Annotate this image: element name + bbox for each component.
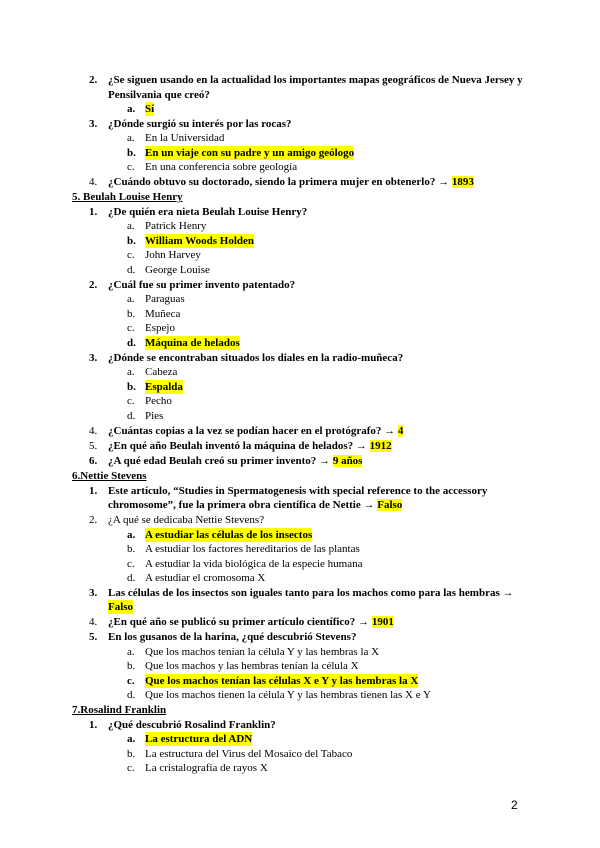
option-label: a.	[127, 733, 136, 745]
correct-answer: William Woods Holden	[145, 235, 255, 247]
page-number: 2	[511, 798, 518, 812]
question-number: 5.	[89, 631, 98, 643]
question-number: 3.	[89, 587, 98, 599]
question-number: 1.	[89, 206, 98, 218]
option-label: a.	[127, 220, 135, 232]
option-label: c.	[127, 395, 135, 407]
question-number: 3.	[89, 118, 98, 130]
correct-answer: En un viaje con su padre y un amigo geólogo	[145, 147, 355, 159]
question-text-body: ¿Cuándo obtuvo su doctorado, siendo la primera mujer en obtenerlo? →	[108, 176, 450, 188]
correct-answer: Espalda	[145, 381, 183, 393]
option-text: Cabeza	[145, 366, 178, 378]
option-label: a.	[127, 132, 135, 144]
option-text: Que los machos tienen la célula Y y las hembras tienen las X e Y	[145, 689, 431, 701]
option-text: La cristalografía de rayos X	[145, 762, 268, 774]
option-text: Que los machos tenían la célula Y y las hembras la X	[145, 646, 380, 658]
question-number: 2.	[89, 514, 98, 526]
option-label: c.	[127, 762, 135, 774]
option-label: d.	[127, 337, 136, 349]
option-label: b.	[127, 543, 136, 555]
question-text: ¿Dónde se encontraban situados los diales en la radio-muñeca?	[108, 352, 404, 364]
option-label: c.	[127, 675, 135, 687]
question-text: ¿De quién era nieta Beulah Louise Henry?	[108, 206, 308, 218]
section-title: 6.Nettie Stevens	[72, 470, 147, 482]
section-title: 5. Beulah Louise Henry	[72, 191, 183, 203]
option-text: La estructura del Virus del Mosaico del Tabaco	[145, 748, 353, 760]
option-text: Paraguas	[145, 293, 185, 305]
option-text: A estudiar el cromosoma X	[145, 572, 266, 584]
option-text: Espejo	[145, 322, 175, 334]
correct-answer: Falso	[377, 499, 403, 511]
correct-answer: Máquina de helados	[145, 337, 240, 349]
option-text: A estudiar la vida biológica de la especie humana	[145, 558, 363, 570]
correct-answer: Sí	[145, 103, 155, 115]
question-text: ¿Cuál fue su primer invento patentado?	[108, 279, 296, 291]
correct-answer: A estudiar las células de los insectos	[145, 529, 313, 541]
question-number: 4.	[89, 425, 98, 437]
question-text: ¿En qué año Beulah inventó la máquina de helados? →	[108, 440, 367, 452]
option-text: Que los machos y las hembras tenían la célula X	[145, 660, 359, 672]
option-label: d.	[127, 410, 136, 422]
question-text: En los gusanos de la harina, ¿qué descubrió Stevens?	[108, 631, 357, 643]
question-text: ¿Se siguen usando en la actualidad los importantes mapas geográficos de Nueva Jersey y	[108, 74, 523, 86]
option-label: c.	[127, 558, 135, 570]
option-text: Muñeca	[145, 308, 181, 320]
question-number: 4.	[89, 176, 98, 188]
option-label: d.	[127, 264, 136, 276]
option-label: a.	[127, 646, 135, 658]
question-number: 1.	[89, 485, 98, 497]
question-text	[108, 175, 474, 189]
option-label: a.	[127, 293, 135, 305]
option-label: d.	[127, 689, 136, 701]
option-label: b.	[127, 660, 136, 672]
option-label: c.	[127, 161, 135, 173]
question-number: 2.	[89, 74, 98, 86]
option-label: c.	[127, 322, 135, 334]
option-text: Pies	[145, 410, 164, 422]
question-number: 6.	[89, 455, 98, 467]
question-text: Pensilvania que creó?	[108, 89, 210, 101]
correct-answer: 4	[397, 425, 404, 437]
question-text: ¿En qué año se publicó su primer artículo científico? →	[108, 616, 370, 628]
correct-answer: 1912	[369, 440, 392, 452]
question-number: 3.	[89, 352, 98, 364]
question-text: Las células de los insectos son iguales tanto para los machos como para las hembras →	[108, 587, 514, 599]
question-number: 2.	[89, 279, 98, 291]
question-text: ¿Cuántas copias a la vez se podían hacer en el protógrafo? →	[108, 425, 396, 437]
correct-answer: 1893	[451, 176, 474, 188]
option-text: Patrick Henry	[145, 220, 207, 232]
question-number: 4.	[89, 616, 98, 628]
correct-answer: Que los machos tenían las células X e Y y las hembras la X	[145, 675, 419, 687]
option-label: c.	[127, 249, 135, 261]
option-text: George Louise	[145, 264, 210, 276]
section-title: 7.Rosalind Franklin	[72, 704, 167, 716]
option-label: b.	[127, 381, 136, 393]
option-label: a.	[127, 366, 135, 378]
correct-answer: 1901	[371, 616, 394, 628]
question-text: chromosome”, fue la primera obra científica de Nettie →	[108, 499, 375, 511]
option-label: a.	[127, 103, 136, 115]
option-text: A estudiar los factores hereditarios de las plantas	[145, 543, 360, 555]
question-text: ¿A qué edad Beulah creó su primer invento? →	[108, 455, 331, 467]
option-text: En la Universidad	[145, 132, 225, 144]
correct-answer: La estructura del ADN	[145, 733, 253, 745]
question-text: ¿Qué descubrió Rosalind Franklin?	[108, 719, 276, 731]
option-label: b.	[127, 308, 136, 320]
option-label: d.	[127, 572, 136, 584]
option-text: Pecho	[145, 395, 172, 407]
question-text: ¿A qué se dedicaba Nettie Stevens?	[108, 514, 265, 526]
option-text: John Harvey	[145, 249, 201, 261]
option-label: b.	[127, 147, 136, 159]
option-label: b.	[127, 748, 136, 760]
question-number: 1.	[89, 719, 98, 731]
question-text: ¿Dónde surgió su interés por las rocas?	[108, 118, 292, 130]
correct-answer: 9 años	[332, 455, 363, 467]
option-label: b.	[127, 235, 136, 247]
question-text: Este artículo, “Studies in Spermatogenesis with special reference to the accessory	[108, 485, 488, 497]
correct-answer: Falso	[108, 601, 134, 613]
question-number: 5.	[89, 440, 98, 452]
option-text: En una conferencia sobre geología	[145, 161, 298, 173]
option-label: a.	[127, 529, 136, 541]
